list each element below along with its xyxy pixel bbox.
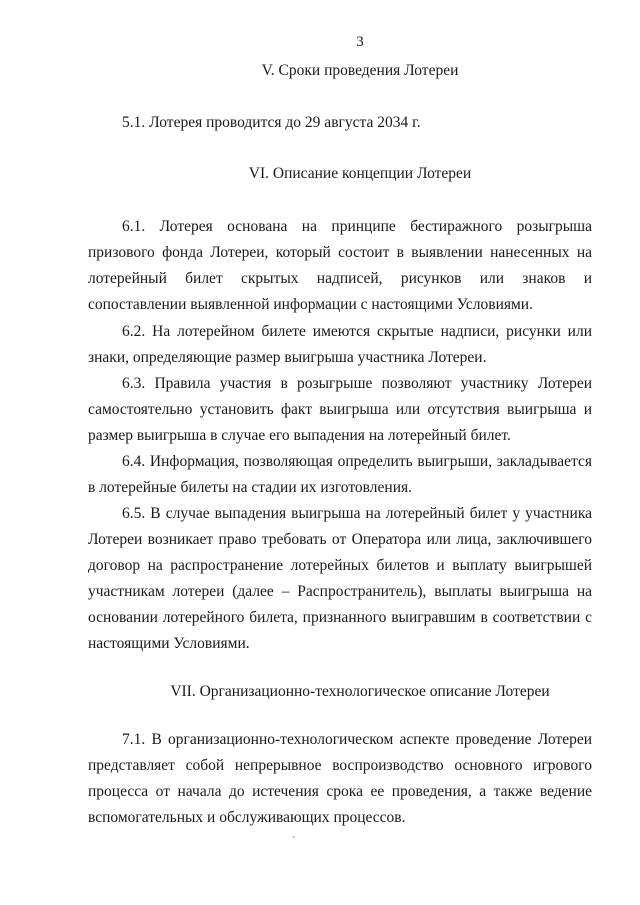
paragraph-6-5: 6.5. В случае выпадения выигрыша на лотерейный билет у участника Лотереи возникает право требовать от Оператора или лица, заключившего договор на распространение лотерейных билетов и выплату выигрышей участникам лотереи (далее – Распространитель), выплаты выигрыша на основании лотерейного билета, признанного выигравшим в соответствии с настоящими Условиями.: [88, 505, 592, 652]
page-number: 3: [356, 34, 364, 50]
paragraph-6-3: 6.3. Правила участия в розыгрыше позволяют участнику Лотереи самостоятельно установить факт выигрыша или отсутствия выигрыша и размер выигрыша в случае его выпадения на лотерейный билет.: [88, 375, 592, 444]
section-heading-vii: VII. Организационно-технологическое описание Лотереи: [170, 683, 550, 700]
scan-speck: `: [292, 836, 296, 847]
paragraph-6-1: 6.1. Лотерея основана на принципе бестиражного розыгрыша призового фонда Лотереи, который состоит в выявлении нанесенных на лотерейный билет скрытых надписей, рисунков или знаков и сопоставлении выявленной информации с настоящими Условиями.: [88, 218, 592, 313]
paragraph-6-2: 6.2. На лотерейном билете имеются скрытые надписи, рисунки или знаки, определяющие размер выигрыша участника Лотереи.: [88, 323, 592, 366]
paragraph-5-1: 5.1. Лотерея проводится до 29 августа 2034 г.: [122, 114, 421, 131]
paragraph-7-1: 7.1. В организационно-технологическом аспекте проведение Лотереи представляет собой непрерывное воспроизводство основного игрового процесса от начала до истечения срока ее проведения, а также ведение вспомогательных и обслуживающих процессов.: [88, 731, 592, 826]
paragraph-6-4: 6.4. Информация, позволяющая определить выигрыши, закладывается в лотерейные билеты на стадии их изготовления.: [88, 453, 592, 496]
section-heading-vi: VI. Описание концепции Лотереи: [248, 165, 472, 182]
section-heading-v: V. Сроки проведения Лотереи: [261, 62, 459, 79]
